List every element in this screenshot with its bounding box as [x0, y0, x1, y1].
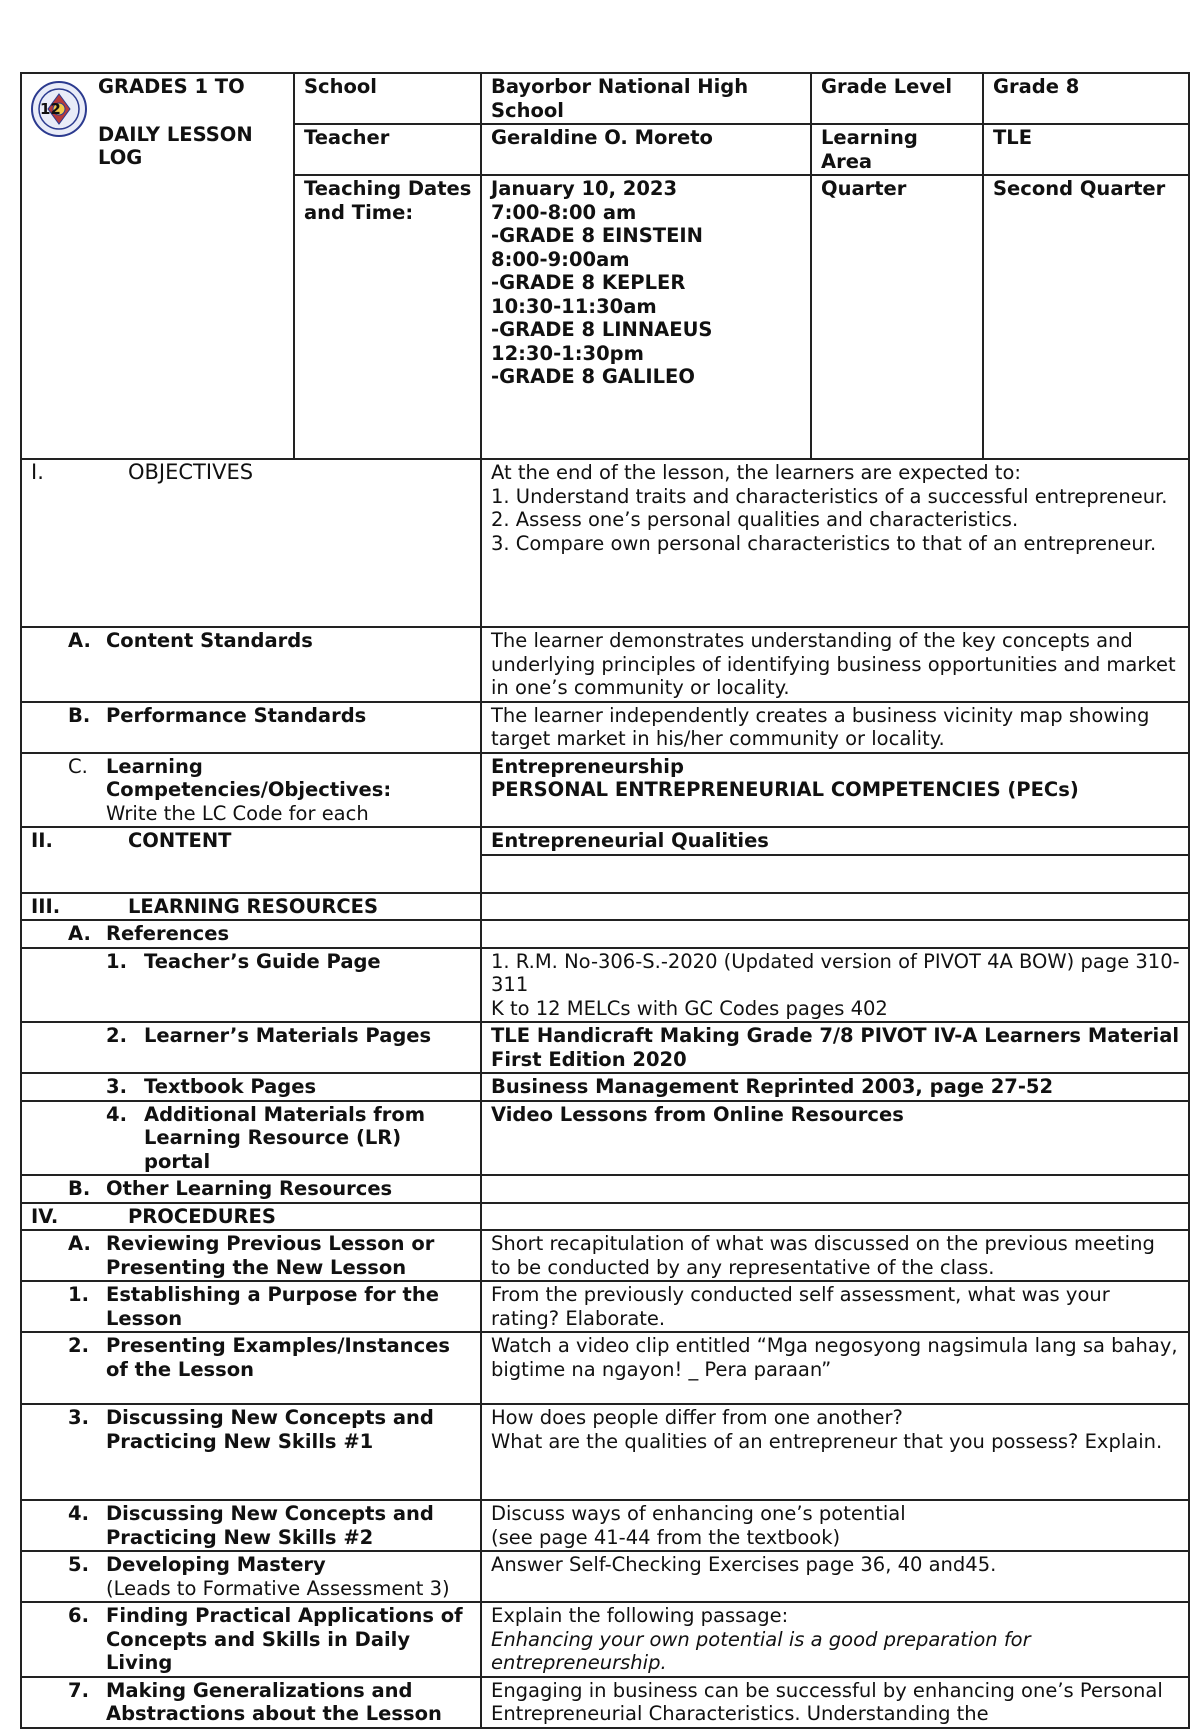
- reviewing-value: Short recapitulation of what was discussed on the previous meeting to be conducted by any representative of the class.: [481, 1230, 1189, 1281]
- reviewing-num: A.: [68, 1232, 91, 1255]
- procedure-step-value: Engaging in business can be successful by enhancing one’s Personal Entrepreneurial Characteristics. Understanding the: [481, 1677, 1189, 1728]
- procedure-step-row: [21, 1404, 1189, 1500]
- other-resources-label: Other Learning Resources: [106, 1177, 393, 1200]
- procedures-value: [481, 1203, 1189, 1231]
- references-label: References: [106, 922, 230, 945]
- competency-subject: Entrepreneurship: [491, 754, 684, 778]
- textbook-num: 3.: [106, 1075, 127, 1098]
- additional-materials-label: Additional Materials from Learning Resource (LR) portal: [144, 1102, 426, 1173]
- learning-resources-value: [481, 893, 1189, 921]
- quarter-label: Quarter: [811, 175, 983, 459]
- learning-competencies-label-cell: [21, 753, 481, 828]
- discussion-line: (see page 41-44 from the textbook): [491, 1525, 841, 1549]
- procedure-step-label: Discussing New Concepts and Practicing New Skills #1: [106, 1406, 434, 1453]
- procedure-step-row: [21, 1281, 1189, 1332]
- procedure-step-value-cell: [481, 1404, 1189, 1500]
- passage-prompt: Explain the following passage:: [491, 1604, 789, 1627]
- learning-area-value: TLE: [983, 124, 1189, 175]
- procedures-row: [21, 1203, 1189, 1231]
- performance-standards-value: The learner independently creates a business vicinity map showing target market in his/her community or locality.: [481, 702, 1189, 753]
- content-standards-label: Content Standards: [106, 629, 313, 652]
- deped-seal-icon: [30, 80, 88, 138]
- dates-value: [481, 175, 811, 459]
- teachers-guide-label-cell: [21, 948, 481, 1023]
- grade-level-label: Grade Level: [811, 73, 983, 124]
- time-line: 10:30-11:30am: [491, 294, 657, 318]
- header-title-cell: [21, 73, 294, 459]
- procedure-step-label: Making Generalizations and Abstractions about the Lesson: [106, 1678, 442, 1725]
- procedure-step-label: Developing Mastery: [106, 1553, 326, 1576]
- additional-materials-label-cell: [21, 1101, 481, 1176]
- question-line: How does people differ from one another?: [491, 1406, 903, 1429]
- textbook-label: Textbook Pages: [144, 1075, 317, 1098]
- performance-standards-label-cell: [21, 702, 481, 753]
- time-line: 12:30-1:30pm: [491, 341, 644, 365]
- procedure-step-label: Finding Practical Applications of Concepts and Skills in Daily Living: [106, 1604, 463, 1674]
- textbook-value: Business Management Reprinted 2003, page 27-52: [481, 1073, 1189, 1101]
- procedure-step-value-cell: [481, 1602, 1189, 1677]
- procedure-step-label-cell: [21, 1602, 481, 1677]
- references-value: [481, 920, 1189, 948]
- content-label-cell: [21, 827, 481, 893]
- procedure-step-row: [21, 1602, 1189, 1677]
- content-row: [21, 827, 1189, 855]
- objective-item: 3. Compare own personal characteristics to that of an entrepreneur.: [491, 531, 1157, 555]
- time-line: 8:00-9:00am: [491, 247, 630, 271]
- procedure-step-num: 1.: [68, 1283, 89, 1306]
- learning-resources-num: III.: [31, 894, 61, 918]
- section-line: -GRADE 8 LINNAEUS: [491, 318, 713, 341]
- svg-text:12: 12: [40, 100, 61, 118]
- learning-competencies-sub: Write the LC Code for each: [106, 801, 369, 825]
- teachers-guide-ref: 1. R.M. No-306-S.-2020 (Updated version of PIVOT 4A BOW) page 310-311: [491, 949, 1180, 996]
- procedure-step-row: [21, 1332, 1189, 1404]
- teachers-guide-label: Teacher’s Guide Page: [144, 949, 381, 973]
- section-line: -GRADE 8 GALILEO: [491, 365, 695, 388]
- procedure-step-row: [21, 1500, 1189, 1551]
- procedure-step-label: Establishing a Purpose for the Lesson: [106, 1283, 439, 1330]
- objectives-label: OBJECTIVES: [128, 460, 254, 484]
- date-line: January 10, 2023: [491, 177, 678, 200]
- references-num: A.: [68, 922, 91, 945]
- objectives-intro: At the end of the lesson, the learners are expected to:: [491, 461, 1021, 484]
- other-resources-label-cell: [21, 1175, 481, 1203]
- grade-level-value: Grade 8: [983, 73, 1189, 124]
- procedure-step-num: 5.: [68, 1553, 89, 1576]
- content-label: CONTENT: [128, 829, 232, 852]
- learning-resources-label: LEARNING RESOURCES: [128, 894, 379, 918]
- other-resources-num: B.: [68, 1177, 91, 1200]
- section-line: -GRADE 8 KEPLER: [491, 271, 686, 294]
- objective-item: 2. Assess one’s personal qualities and characteristics.: [491, 508, 1019, 531]
- teachers-guide-row: [21, 948, 1189, 1023]
- time-line: 7:00-8:00 am: [491, 200, 637, 224]
- procedures-label: PROCEDURES: [128, 1204, 276, 1228]
- procedure-step-num: 3.: [68, 1406, 89, 1429]
- learners-materials-num: 2.: [106, 1024, 127, 1047]
- procedure-step-value-cell: [481, 1500, 1189, 1551]
- teacher-label: Teacher: [294, 124, 481, 175]
- procedure-step-label-cell: [21, 1677, 481, 1728]
- objective-item: 1. Understand traits and characteristics of a successful entrepreneur.: [491, 484, 1168, 508]
- header-row-school: [21, 73, 1189, 124]
- procedure-step-label: Presenting Examples/Instances of the Lesson: [106, 1334, 450, 1381]
- procedure-step-label-cell: [21, 1500, 481, 1551]
- procedures-label-cell: [21, 1203, 481, 1231]
- title-line-1: GRADES 1 TO: [98, 75, 245, 98]
- section-line: -GRADE 8 EINSTEIN: [491, 224, 703, 247]
- objectives-num: I.: [31, 460, 44, 484]
- textbook-row: [21, 1073, 1189, 1101]
- procedure-step-label-cell: [21, 1551, 481, 1602]
- passage-quote: Enhancing your own potential is a good preparation for entrepreneurship.: [491, 1627, 1031, 1674]
- procedure-step-label-cell: [21, 1281, 481, 1332]
- content-standards-num: A.: [68, 629, 91, 652]
- procedure-step-num: 4.: [68, 1502, 89, 1525]
- procedure-step-num: 6.: [68, 1604, 89, 1627]
- procedure-step-label-cell: [21, 1332, 481, 1404]
- reviewing-label: Reviewing Previous Lesson or Presenting the New Lesson: [106, 1232, 435, 1279]
- procedure-step-num: 7.: [68, 1678, 89, 1702]
- other-resources-value: [481, 1175, 1189, 1203]
- lesson-log-page: [20, 72, 1188, 1729]
- procedure-step-value: Watch a video clip entitled “Mga negosyong nagsimula lang sa bahay, bigtime na ngayon! _ Pera paraan”: [481, 1332, 1189, 1404]
- references-row: [21, 920, 1189, 948]
- additional-materials-row: [21, 1101, 1189, 1176]
- procedure-step-label: Discussing New Concepts and Practicing New Skills #2: [106, 1502, 434, 1549]
- learning-competencies-num: C.: [68, 754, 88, 778]
- learners-materials-row: [21, 1022, 1189, 1073]
- title-line-2: DAILY LESSON LOG: [98, 122, 253, 169]
- performance-standards-num: B.: [68, 703, 91, 727]
- teachers-guide-num: 1.: [106, 949, 127, 973]
- content-standards-row: [21, 627, 1189, 702]
- content-blank-cell: [481, 855, 1189, 893]
- question-line: What are the qualities of an entrepreneur that you possess? Explain.: [491, 1429, 1163, 1453]
- competency-title: PERSONAL ENTREPRENEURIAL COMPETENCIES (PECs): [491, 778, 1079, 801]
- quarter-value: Second Quarter: [983, 175, 1189, 459]
- procedure-step-sub: (Leads to Formative Assessment 3): [106, 1576, 450, 1600]
- procedures-num: IV.: [31, 1204, 59, 1228]
- school-label: School: [294, 73, 481, 124]
- learners-materials-value: TLE Handicraft Making Grade 7/8 PIVOT IV-A Learners Material First Edition 2020: [481, 1022, 1189, 1073]
- reviewing-label-cell: [21, 1230, 481, 1281]
- lesson-log-table: [20, 72, 1190, 1729]
- content-standards-label-cell: [21, 627, 481, 702]
- reviewing-row: [21, 1230, 1189, 1281]
- procedure-step-row: [21, 1551, 1189, 1602]
- content-value: Entrepreneurial Qualities: [481, 827, 1189, 855]
- performance-standards-row: [21, 702, 1189, 753]
- learning-competencies-label: Learning Competencies/Objectives:: [106, 754, 392, 801]
- learning-resources-row: [21, 893, 1189, 921]
- teachers-guide-value-cell: [481, 948, 1189, 1023]
- procedure-step-num: 2.: [68, 1334, 89, 1357]
- performance-standards-label: Performance Standards: [106, 703, 367, 727]
- content-standards-value: The learner demonstrates understanding of the key concepts and underlying principles of identifying business opportunities and market in one’s community or locality.: [481, 627, 1189, 702]
- procedure-step-row: [21, 1677, 1189, 1728]
- procedure-step-label-cell: [21, 1404, 481, 1500]
- objectives-row: [21, 459, 1189, 627]
- other-resources-row: [21, 1175, 1189, 1203]
- teachers-guide-melcs: K to 12 MELCs with GC Codes pages 402: [491, 996, 888, 1020]
- additional-materials-value: Video Lessons from Online Resources: [481, 1101, 1189, 1176]
- learning-resources-label-cell: [21, 893, 481, 921]
- teacher-value: Geraldine O. Moreto: [481, 124, 811, 175]
- school-value: Bayorbor National High School: [481, 73, 811, 124]
- discussion-line: Discuss ways of enhancing one’s potential: [491, 1502, 906, 1525]
- objectives-label-cell: [21, 459, 481, 627]
- additional-materials-num: 4.: [106, 1102, 127, 1126]
- content-num: II.: [31, 829, 53, 852]
- objectives-value-cell: [481, 459, 1189, 627]
- references-label-cell: [21, 920, 481, 948]
- procedure-step-value: Answer Self-Checking Exercises page 36, 40 and45.: [481, 1551, 1189, 1602]
- learning-competencies-row: [21, 753, 1189, 828]
- learners-materials-label: Learner’s Materials Pages: [144, 1024, 432, 1047]
- textbook-label-cell: [21, 1073, 481, 1101]
- learners-materials-label-cell: [21, 1022, 481, 1073]
- procedure-step-value: From the previously conducted self assessment, what was your rating? Elaborate.: [481, 1281, 1189, 1332]
- learning-competencies-value-cell: [481, 753, 1189, 828]
- dates-label: Teaching Dates and Time:: [294, 175, 481, 459]
- learning-area-label: Learning Area: [811, 124, 983, 175]
